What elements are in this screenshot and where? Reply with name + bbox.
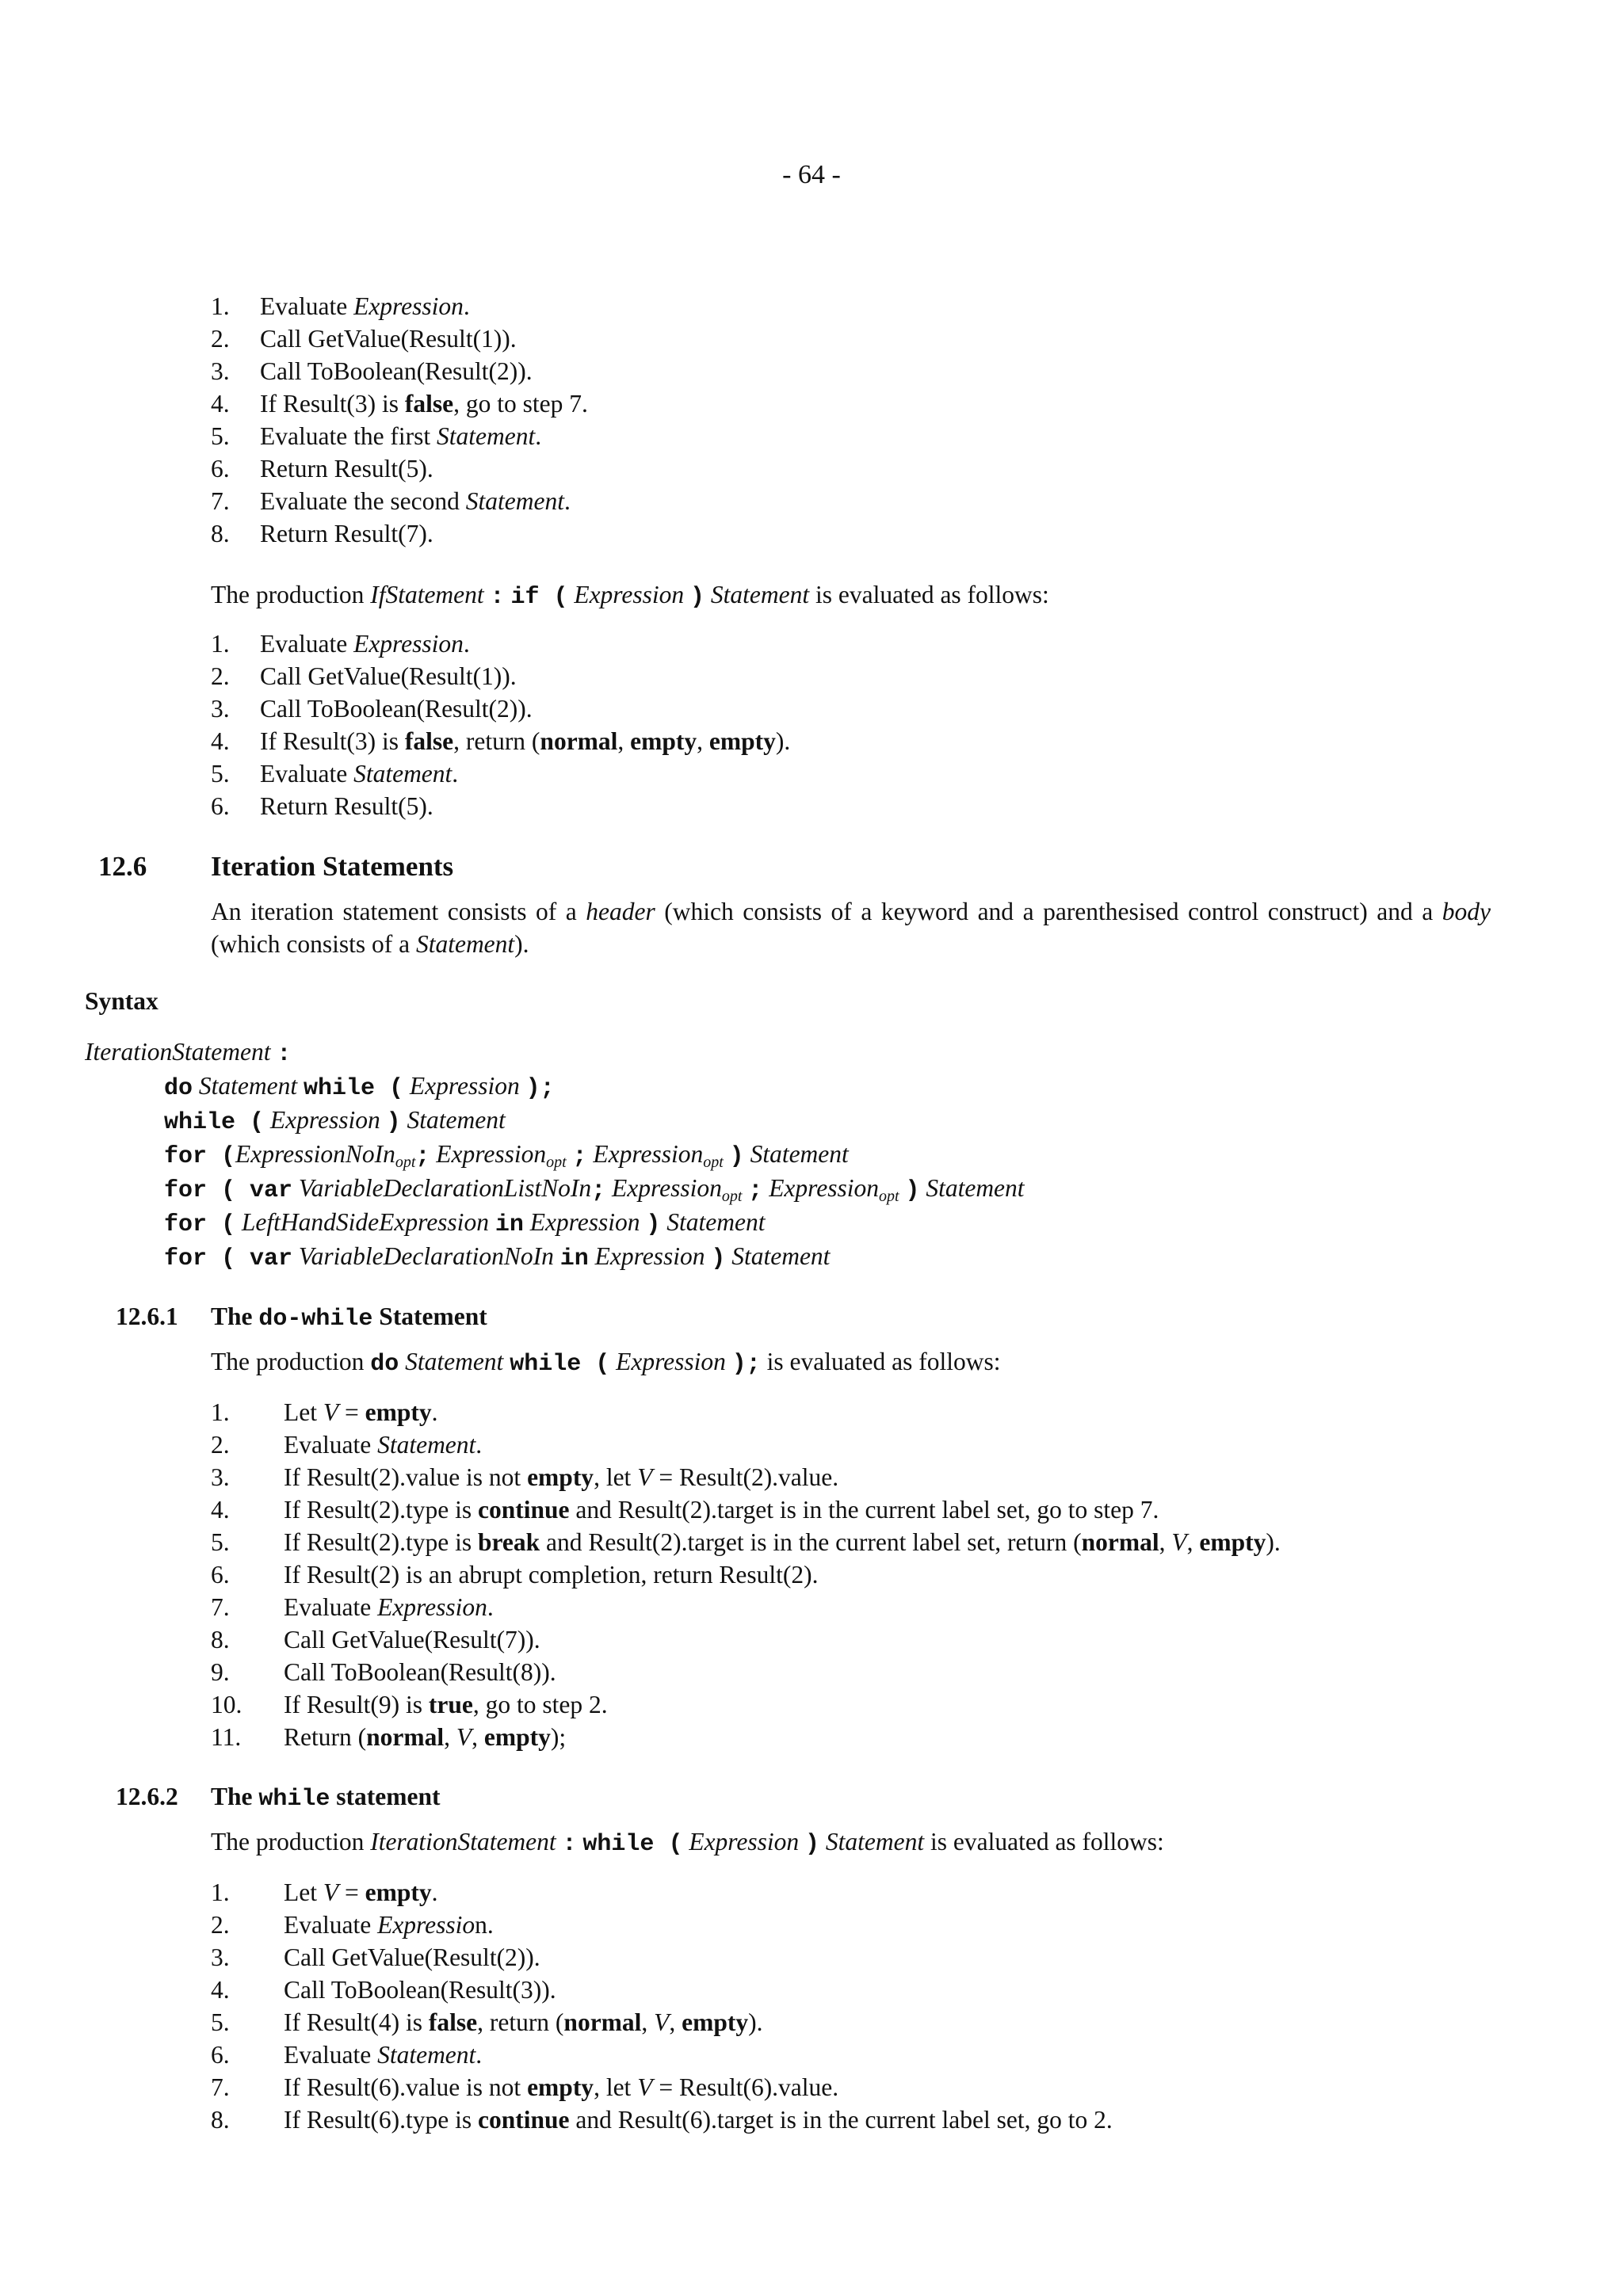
bold-term: empty — [630, 727, 697, 755]
step-list — [211, 1396, 1491, 1753]
italic-term: IterationStatement — [85, 1038, 271, 1066]
grammar-rhs-list — [85, 1069, 1025, 1273]
bold-term: false — [404, 390, 454, 418]
step-number: 4. — [211, 1496, 230, 1524]
list-item: 4. If Result(3) is false, return (normal, empty, empty). — [211, 725, 1491, 757]
step-number: 10. — [211, 1691, 242, 1718]
italic-term: V — [323, 1398, 339, 1426]
list-item: 3. Call ToBoolean(Result(2)). — [211, 692, 1491, 725]
list-item: 5. Evaluate Statement. — [211, 757, 1491, 790]
step-number: 8. — [211, 2106, 230, 2134]
code-token: for ( — [164, 1143, 236, 1170]
step-list — [211, 627, 1491, 822]
step-number: 7. — [211, 2073, 230, 2101]
code-token: while ( — [303, 1075, 404, 1102]
step-number: 3. — [211, 1943, 230, 1971]
step-number: 5. — [211, 2008, 230, 2036]
step-number: 9. — [211, 1658, 230, 1686]
bold-term: false — [428, 2008, 478, 2036]
italic-term: Expression — [529, 1208, 640, 1236]
italic-term: Statement — [710, 581, 810, 608]
subscript: opt — [879, 1188, 899, 1205]
code-token: do — [370, 1351, 399, 1378]
grammar-production — [85, 1205, 1025, 1239]
section-heading-12-6-1 — [116, 1302, 487, 1333]
bold-term: normal — [1081, 1528, 1159, 1556]
grammar-production — [85, 1171, 1025, 1205]
step-number: 7. — [211, 487, 230, 515]
italic-term: Statement — [407, 1106, 506, 1134]
step-list — [211, 290, 1491, 550]
code-token: while — [258, 1786, 330, 1813]
intro-paragraph: An iteration statement consists of a header (which consists of a keyword and a parenthesised control construct) and a body (which consists of a Statement). — [211, 898, 1491, 958]
italic-term: Statement — [825, 1828, 925, 1855]
list-item: 11. Return (normal, V, empty); — [211, 1721, 1491, 1753]
list-item: 3. Call GetValue(Result(2)). — [211, 1941, 1491, 1974]
code-token: ; — [748, 1177, 763, 1204]
code-token: for ( — [164, 1211, 236, 1238]
if-production-text: The production IfStatement : if ( Expression ) Statement is evaluated as follows: — [211, 581, 1049, 611]
italic-term: Expression — [269, 1106, 380, 1134]
list-item: 6. Return Result(5). — [211, 790, 1491, 822]
grammar-production — [85, 1103, 1025, 1137]
list-item: 1. Let V = empty. — [211, 1876, 1491, 1909]
step-number: 5. — [211, 422, 230, 450]
bold-term: empty — [365, 1878, 432, 1906]
italic-term: header — [586, 898, 655, 925]
code-token: ) — [386, 1109, 401, 1136]
subscript: opt — [703, 1154, 724, 1171]
italic-term: V — [654, 2008, 670, 2036]
bold-term: empty — [708, 727, 776, 755]
code-token: do — [164, 1075, 193, 1102]
code-token: ) — [711, 1245, 726, 1272]
bold-term: continue — [477, 2106, 570, 2134]
italic-term: Statement — [731, 1242, 831, 1270]
grammar-production — [85, 1069, 1025, 1103]
grammar-production — [85, 1137, 1025, 1171]
bold-term: false — [404, 727, 454, 755]
italic-term: ExpressionNoIn — [235, 1140, 395, 1168]
bold-term: continue — [477, 1496, 570, 1524]
list-item: 6. Evaluate Statement. — [211, 2039, 1491, 2071]
bold-term: empty — [527, 1463, 594, 1491]
list-item: 10. If Result(9) is true, go to step 2. — [211, 1688, 1491, 1721]
italic-term: Expression — [353, 630, 464, 658]
code-token: ); — [731, 1351, 761, 1378]
italic-term: Expression — [593, 1140, 704, 1168]
italic-term: V — [637, 1463, 653, 1491]
bold-term: true — [428, 1691, 473, 1718]
list-item: 1. Let V = empty. — [211, 1396, 1491, 1428]
evaluation-steps-dowhile — [211, 1396, 1491, 1753]
step-number: 5. — [211, 760, 230, 788]
evaluation-steps-if-else — [211, 290, 1491, 550]
list-item: 7. Evaluate Expression. — [211, 1591, 1491, 1623]
italic-term: Statement — [377, 1431, 476, 1459]
list-item: 2. Call GetValue(Result(1)). — [211, 322, 1491, 355]
code-token: if ( — [510, 584, 568, 611]
step-number: 6. — [211, 2041, 230, 2069]
italic-term: Statement — [437, 422, 536, 450]
step-number: 1. — [211, 292, 230, 320]
while-production-text: The production IterationStatement : while ( Expression ) Statement is evaluated as follows: — [211, 1828, 1164, 1858]
italic-term: Expression — [612, 1174, 722, 1202]
dowhile-production-text: The production do Statement while ( Expression ); is evaluated as follows: — [211, 1348, 1001, 1378]
code-token: ; — [591, 1177, 606, 1204]
bold-term: normal — [366, 1723, 445, 1751]
section-number: 12.6.1 — [116, 1302, 178, 1330]
italic-term: Expression — [769, 1174, 879, 1202]
code-token: ) — [905, 1177, 920, 1204]
list-item: 7. If Result(6).value is not empty, let V = Result(6).value. — [211, 2071, 1491, 2103]
step-number: 4. — [211, 1976, 230, 2004]
code-token: ) — [690, 584, 705, 611]
step-number: 7. — [211, 1593, 230, 1621]
code-token: while ( — [164, 1109, 265, 1136]
section-number: 12.6 — [98, 851, 147, 882]
code-token: for ( var — [164, 1245, 293, 1272]
if-production-block — [211, 578, 1491, 614]
step-number: 1. — [211, 1398, 230, 1426]
italic-term: Statement — [666, 1208, 766, 1236]
italic-term: Expression — [689, 1828, 800, 1855]
list-item: 8. If Result(6).type is continue and Result(6).target is in the current label set, go to 2. — [211, 2103, 1491, 2136]
italic-term: body — [1442, 898, 1491, 925]
list-item: 5. Evaluate the first Statement. — [211, 420, 1491, 452]
list-item: 5. If Result(4) is false, return (normal, V, empty). — [211, 2006, 1491, 2039]
step-number: 8. — [211, 1626, 230, 1653]
list-item: 8. Return Result(7). — [211, 517, 1491, 550]
italic-term: Statement — [405, 1348, 504, 1375]
section-number: 12.6.2 — [116, 1783, 178, 1810]
step-number: 2. — [211, 1911, 230, 1939]
italic-term: Statement — [198, 1072, 298, 1100]
evaluation-steps-if — [211, 627, 1491, 822]
subscript: opt — [395, 1154, 416, 1171]
italic-term: IfStatement — [370, 581, 484, 608]
code-token: : — [277, 1041, 292, 1068]
syntax-label: Syntax — [85, 987, 158, 1015]
list-item: 7. Evaluate the second Statement. — [211, 485, 1491, 517]
code-token: ; — [572, 1143, 587, 1170]
step-number: 3. — [211, 695, 230, 723]
italic-term: Statement — [465, 487, 564, 515]
italic-term: V — [637, 2073, 653, 2101]
list-item: 4. Call ToBoolean(Result(3)). — [211, 1974, 1491, 2006]
italic-term: Statement — [415, 930, 515, 958]
bold-term: break — [477, 1528, 540, 1556]
section-title: The while statement — [211, 1783, 441, 1813]
code-token: ; — [415, 1143, 430, 1170]
list-item: 6. If Result(2) is an abrupt completion, return Result(2). — [211, 1558, 1491, 1591]
step-number: 1. — [211, 1878, 230, 1906]
step-number: 3. — [211, 357, 230, 385]
step-number: 11. — [211, 1723, 242, 1751]
italic-term: Expression — [574, 581, 685, 608]
bold-term: normal — [563, 2008, 642, 2036]
italic-term: Statement — [377, 2041, 476, 2069]
bold-term: empty — [682, 2008, 749, 2036]
step-number: 3. — [211, 1463, 230, 1491]
code-token: for ( var — [164, 1177, 293, 1204]
list-item: 4. If Result(3) is false, go to step 7. — [211, 387, 1491, 420]
code-token: ) — [729, 1143, 744, 1170]
bold-term: empty — [527, 2073, 594, 2101]
italic-term: Expressio — [377, 1911, 475, 1939]
list-item: 3. Call ToBoolean(Result(2)). — [211, 355, 1491, 387]
code-token: : — [490, 584, 505, 611]
list-item: 3. If Result(2).value is not empty, let V = Result(2).value. — [211, 1461, 1491, 1493]
italic-term: V — [323, 1878, 339, 1906]
step-number: 1. — [211, 630, 230, 658]
bold-term: normal — [540, 727, 618, 755]
italic-term: V — [456, 1723, 472, 1751]
list-item: 2. Evaluate Statement. — [211, 1428, 1491, 1461]
step-number: 2. — [211, 325, 230, 353]
italic-term: VariableDeclarationListNoIn — [298, 1174, 592, 1202]
italic-term: Statement — [926, 1174, 1025, 1202]
code-token: in — [495, 1211, 524, 1238]
italic-term: V — [1171, 1528, 1187, 1556]
italic-term: Expression — [594, 1242, 705, 1270]
italic-term: IterationStatement — [370, 1828, 556, 1855]
code-token: : — [562, 1831, 577, 1858]
list-item: 1. Evaluate Expression. — [211, 627, 1491, 660]
bold-term: empty — [365, 1398, 432, 1426]
dowhile-production-block — [211, 1345, 1491, 1381]
step-number: 4. — [211, 390, 230, 418]
while-production-block — [211, 1825, 1491, 1861]
list-item: 2. Call GetValue(Result(1)). — [211, 660, 1491, 692]
list-item: 9. Call ToBoolean(Result(8)). — [211, 1656, 1491, 1688]
section-title: The do-while Statement — [211, 1302, 487, 1333]
italic-term: Expression — [616, 1348, 726, 1375]
section-heading-12-6-2 — [116, 1783, 440, 1813]
list-item: 5. If Result(2).type is break and Result(2).target is in the current label set, return (normal, V, empty). — [211, 1526, 1491, 1558]
page-number: - 64 - — [782, 160, 841, 189]
code-token: in — [559, 1245, 589, 1272]
code-token: ) — [805, 1831, 820, 1858]
list-item: 1. Evaluate Expression. — [211, 290, 1491, 322]
step-number: 6. — [211, 792, 230, 820]
step-number: 2. — [211, 662, 230, 690]
grammar-lhs — [85, 1035, 1025, 1069]
grammar-production — [85, 1239, 1025, 1273]
italic-term: VariableDeclarationNoIn — [298, 1242, 554, 1270]
section-heading-12-6 — [98, 851, 453, 883]
step-number: 8. — [211, 520, 230, 547]
bold-term: empty — [483, 1723, 551, 1751]
step-number: 4. — [211, 727, 230, 755]
italic-term: Statement — [750, 1140, 849, 1168]
step-list — [211, 1876, 1491, 2136]
list-item: 4. If Result(2).type is continue and Result(2).target is in the current label set, go to step 7. — [211, 1493, 1491, 1526]
subscript: opt — [721, 1188, 743, 1205]
code-token: while ( — [582, 1831, 683, 1858]
italic-term: LeftHandSideExpression — [241, 1208, 489, 1236]
code-token: ); — [525, 1075, 555, 1102]
code-token: ) — [646, 1211, 661, 1238]
list-item: 6. Return Result(5). — [211, 452, 1491, 485]
subscript: opt — [546, 1154, 567, 1171]
list-item: 2. Evaluate Expression. — [211, 1909, 1491, 1941]
evaluation-steps-while — [211, 1876, 1491, 2136]
step-number: 5. — [211, 1528, 230, 1556]
italic-term: Expression — [436, 1140, 547, 1168]
section-title: Iteration Statements — [211, 851, 454, 882]
grammar-block — [85, 1035, 1025, 1273]
code-token: while ( — [510, 1351, 610, 1378]
italic-term: Expression — [353, 292, 464, 320]
code-token: do-while — [258, 1306, 373, 1333]
bold-term: empty — [1199, 1528, 1266, 1556]
italic-term: Statement — [353, 760, 453, 788]
step-number: 2. — [211, 1431, 230, 1459]
step-number: 6. — [211, 455, 230, 482]
list-item: 8. Call GetValue(Result(7)). — [211, 1623, 1491, 1656]
italic-term: Expression — [377, 1593, 487, 1621]
step-number: 6. — [211, 1561, 230, 1589]
iteration-intro — [211, 895, 1491, 960]
italic-term: Expression — [409, 1072, 520, 1100]
